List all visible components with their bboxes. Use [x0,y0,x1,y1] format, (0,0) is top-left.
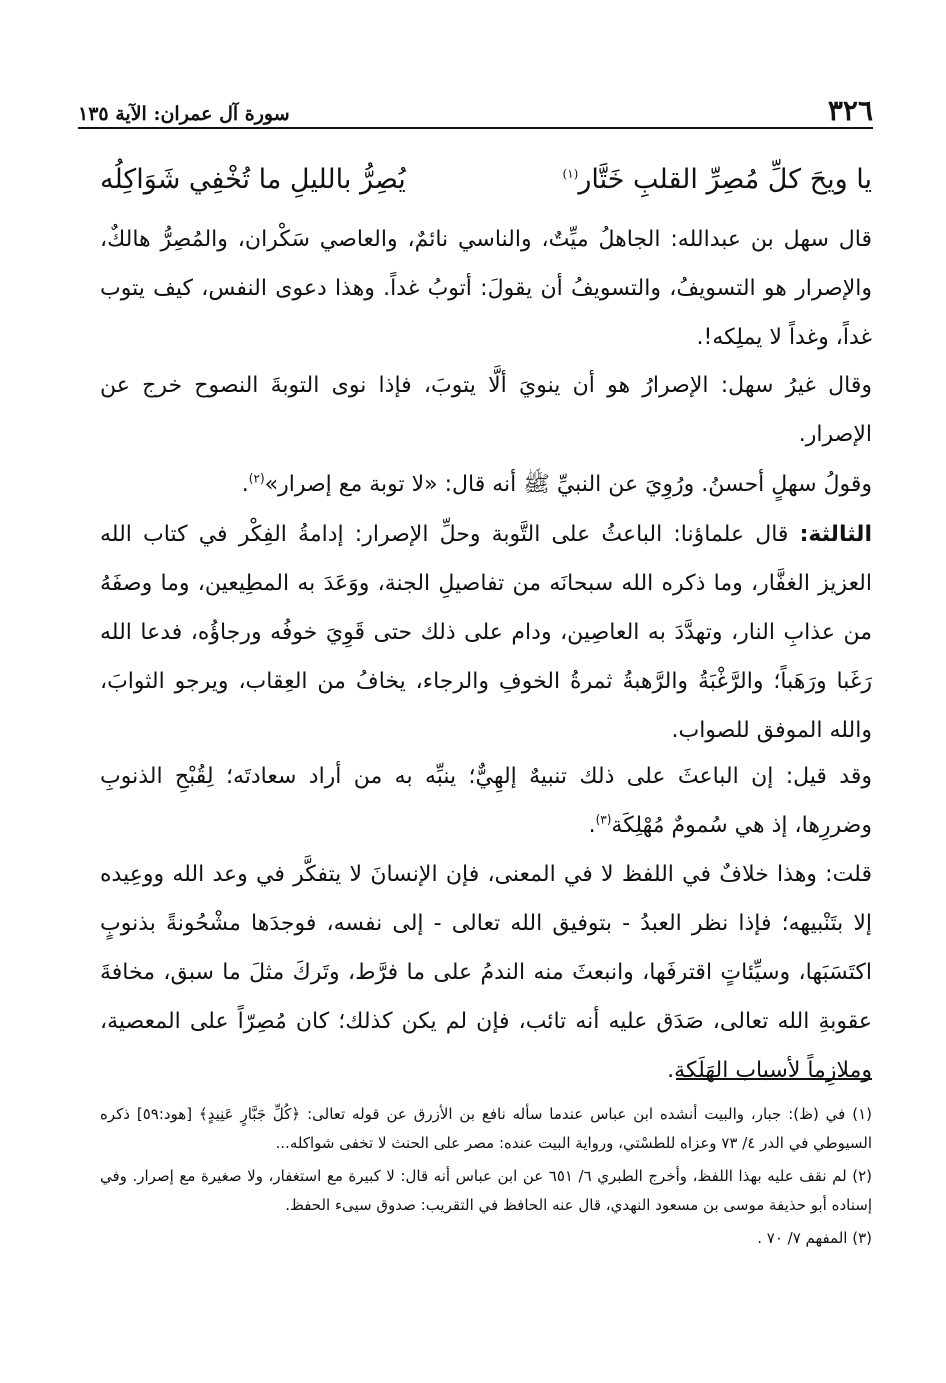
poetry-verse [100,152,872,208]
section-lead-third: الثالثة: [799,522,872,547]
footnote-2: (٢) لم نقف عليه بهذا اللفظ، وأخرج الطبري ٦/ ٦٥١ عن ابن عباس أنه قال: لا كبيرة مع استغفار، ولا صغيرة مع إصرار. وفي إسناده أبو حذيفة موسى بن مسعود النهدي، قال عنه الحافظ في التقريب: صدوق سيىء الحفظ. [100,1167,872,1214]
paragraph-third-text: قال علماؤنا: الباعثُ على التَّوبة وحلِّ الإصرار: إدامةُ الفِكْر في كتاب الله العزيز الغفَّار، وما ذكره الله سبحانَه من تفاصيلِ الجنة، ووَعَدَ به المطِيعين، وما وصفَهُ من عذابِ النار، وتهدَّدَ به العاصِين، ودام على ذلك حتى قَوِيَ خوفُه ورجاؤُه، فدعا الله رَغَبا ورَهَباً؛ والرَّغْبَةُ والرَّهبةُ ثمرةُ الخوفِ والرجاء، يخافُ من العِقاب، ويرجو الثوابَ، والله الموفق للصواب. [100,522,872,743]
footnote-1: (١) في (ظ): جبار، والبيت أنشده ابن عباس عندما سأله نافع بن الأزرق عن قوله تعالى: ﴿كُلِّ جَبَّارٍ عَنِيدٍ﴾ [هود:٥٩] ذكره السيوطي في الدر ٤/ ٧٣ وعزاه للطسْتي، ورواية البيت عنده: مصر على الحنث لا تخفى شواكله... [100,1105,872,1152]
paragraph-sahl-quote: قال سهل بن عبدالله: الجاهلُ ميِّتٌ، والناسي نائمٌ، والعاصي سَكْران، والمُصِرُّ هالكٌ، والإصرار هو التسويفُ، والتسويفُ أن يقولَ: أتوبُ غداً. وهذا دعوى النفس، كيف يتوب غداً، وغداً لا يملِكه!. [100,227,872,350]
footnote-separator [676,1078,872,1080]
paragraph-other-opinion: وقال غيرُ سهل: الإصرارُ هو أن ينويَ ألَّا يتوبَ، فإذا نوى التوبةَ النصوح خرج عن الإصرار. [100,373,872,447]
footnote-ref-2[interactable]: (٢) [248,471,265,486]
paragraph-divine-alert-end: . [588,813,596,838]
footnote-ref-3[interactable]: (٣) [595,812,612,827]
footnote-3: (٣) المفهم ٧/ ٧٠ . [757,1229,872,1247]
footnote-ref-1[interactable]: (١) [562,167,579,181]
page-number: ٣٢٦ [827,94,873,127]
paragraph-divine-alert [100,752,872,850]
running-header [78,86,873,126]
header-rule [78,127,873,129]
paragraph-author-comment: قلت: وهذا خلافٌ في اللفظ لا في المعنى، فإن الإنسانَ لا يتفكَّر في وعد الله ووعِيده إلا بتَنْبيهه؛ فإذا نظر العبدُ - بتوفيق الله تعالى - إلى نفسه، فوجدَها مشْحُونةً بذنوبٍ اكتَسَبَها، وسيِّئاتٍ اقترفَها، وانبعثَ منه الندمُ على ما فرَّط، وتَركَ مثلَ ما سبق، مخافةَ عقوبةِ الله تعالى، صَدَق عليه أنه تائب، فإن لم يكن كذلك؛ كان مُصِرّاً على المعصية، وملازِماً لأسباب الهَلَكة. [100,862,872,1083]
paragraph-divine-alert-text: وقد قيل: إن الباعثَ على ذلك تنبيهٌ إلهِيٌّ؛ ينبِّه به من أراد سعادتَه؛ لِقُبْحِ الذنوبِ وضررِها، إذ هي سُمومٌ مُهْلِكَة [100,764,872,838]
verse-first-hemistich [563,152,872,208]
paragraph-hadith-end: . [241,472,249,497]
paragraph-hadith-text: وقولُ سهلٍ أحسنُ. ورُوِيَ عن النبيِّ ﷺ أنه قال: «لا توبة مع إصرار» [264,472,872,497]
verse-first-hemistich-text: يا ويحَ كلِّ مُصِرِّ القلبِ خَتَّار [578,164,872,195]
paragraph-hadith [100,460,872,509]
surah-title: سورة آل عمران: الآية ١٣٥ [78,103,290,125]
paragraph-third-point [100,510,872,755]
verse-second-hemistich: يُصِرُّ بالليلِ ما تُخْفِي شَوَاكِلُه [100,164,406,195]
footnotes [100,1100,872,1257]
